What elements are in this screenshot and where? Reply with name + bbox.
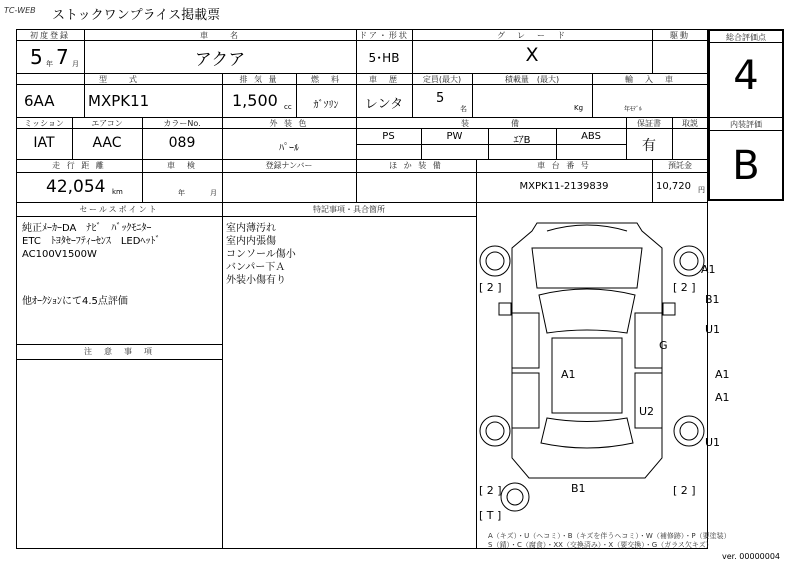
remark-2: 室内内張傷 (226, 236, 276, 247)
color-no: 089 (168, 135, 196, 151)
remark-3: コンソール傷小 (226, 249, 296, 260)
legend-line-2: S（錆）・C（腐食）・XX（交換済み）・X（要交換）・G（ガラス欠キズ） (488, 541, 713, 549)
mark-front-bumper: A1 (701, 263, 716, 276)
bracket-front-left: [ 2 ] (479, 281, 502, 294)
reg-year-unit: 年 (46, 60, 53, 68)
equipment-header: 装 備 (461, 119, 521, 128)
equip-ps: PS (382, 131, 395, 142)
mileage-unit: km (112, 188, 123, 196)
reg-month: 7 (56, 45, 69, 69)
deposit-header: 預託金 (668, 161, 692, 170)
mission-header: ミッション (24, 119, 64, 128)
interior-score: B (732, 143, 760, 189)
displacement-header: 排 気 量 (239, 75, 279, 84)
model-header: 型 式 (99, 75, 139, 84)
deposit-unit: 円 (698, 186, 705, 194)
grade: X (525, 44, 539, 66)
caution-header: 注 意 事 項 (84, 347, 154, 356)
warranty-header: 保証書 (637, 119, 661, 128)
remark-1: 室内薄汚れ (226, 223, 276, 234)
mileage-header: 走 行 距 離 (52, 161, 106, 170)
bracket-trunk: [ T ] (479, 509, 502, 522)
mark-left-front-door: A1 (561, 368, 576, 381)
exterior-color-header: 外 装 色 (269, 119, 309, 128)
fuel: ｶﾞｿﾘﾝ (313, 100, 339, 111)
manual-header: 取説 (682, 119, 698, 128)
sales-points-header: セールスポイント (79, 205, 159, 214)
remark-4: バンパー下Ａ (226, 262, 286, 273)
color-no-header: カラーNo. (163, 119, 201, 128)
mileage: 42,054 (46, 177, 106, 197)
capacity-unit: 名 (460, 105, 467, 113)
mark-right-front-door-top: U1 (705, 323, 721, 336)
reg-year: 5 (30, 45, 43, 69)
mark-roof: U2 (639, 405, 655, 418)
insp-month-unit: 月 (210, 189, 217, 197)
interior-score-header: 内装評価 (730, 120, 762, 129)
import-note: 年ﾓﾃﾞﾙ (624, 106, 643, 113)
mark-rear-left: B1 (571, 482, 586, 495)
equip-airbag: ｴｱB (513, 135, 531, 146)
car-name: アクア (194, 50, 246, 70)
import-header: 輸 入 車 (625, 75, 675, 84)
deposit: 10,720 (656, 181, 691, 192)
remark-5: 外装小傷有り (226, 275, 286, 286)
door-shape: 5･HB (368, 51, 400, 65)
version-label: ver. 00000004 (722, 552, 781, 561)
mark-windshield: G (659, 339, 668, 352)
overall-score: 4 (733, 53, 759, 99)
spec-sheet (16, 29, 731, 549)
sales-point-1: 純正ﾒｰｶｰDA ﾅﾋﾞ ﾊﾞｯｸﾓﾆﾀｰ (22, 223, 152, 234)
inspection-header: 車 検 (167, 161, 197, 170)
door-shape-header: ドア・形状 (359, 31, 409, 40)
capacity: 5 (436, 91, 445, 106)
score-panel (708, 29, 784, 201)
logo: TC-WEB (4, 6, 36, 15)
mark-right-front-door: A1 (715, 368, 730, 381)
car-name-header: 車 名 (200, 31, 240, 40)
load-unit: Kg (574, 104, 584, 112)
history: レンタ (364, 97, 404, 112)
aircon: AAC (92, 135, 122, 151)
legend-line-1: A（キズ）・U（ヘコミ）・B（キズを伴うヘコミ）・W（補修跡）・P（要塗装） (488, 532, 731, 540)
sales-point-3: AC100V1500W (22, 249, 97, 260)
equip-pw: PW (446, 131, 463, 142)
model-prefix: 6AA (24, 92, 55, 110)
history-header: 車 歴 (369, 75, 399, 84)
capacity-header: 定員(最大) (422, 75, 462, 84)
mark-right-front-fender: B1 (705, 293, 720, 306)
warranty: 有 (642, 138, 656, 154)
bracket-rear-left: [ 2 ] (479, 484, 502, 497)
reg-month-unit: 月 (72, 60, 79, 68)
fuel-header: 燃 料 (311, 75, 341, 84)
load-header: 積載量 (最大) (504, 75, 560, 84)
displacement: 1,500 (232, 91, 278, 110)
page-title: ストックワンプライス掲載票 (52, 8, 221, 23)
drive-header: 駆動 (670, 31, 690, 40)
sales-point-2: ETC ﾄﾖﾀｾｰﾌﾃｨｰｾﾝｽ LEDﾍｯﾄﾞ (22, 236, 161, 247)
other-equip-header: ほ か 装 備 (389, 161, 443, 170)
car-outline-drawing (480, 223, 704, 511)
overall-score-header: 総合評価点 (726, 33, 766, 42)
grade-header: グ レ ー ド (497, 31, 567, 40)
bracket-rear-right: [ 2 ] (673, 484, 696, 497)
remarks-header: 特記事項・具合箇所 (313, 205, 385, 214)
equip-abs: ABS (581, 131, 601, 142)
exterior-color: ﾊﾟｰﾙ (279, 143, 299, 154)
mark-right-rear-door: A1 (715, 391, 730, 404)
sales-point-5: 他ｵｰｸｼｮﾝにて4.5点評価 (22, 296, 128, 307)
chassis-no: MXPK11-2139839 (519, 181, 609, 192)
mission: IAT (33, 135, 55, 151)
damage-diagram (477, 203, 730, 525)
mark-right-rear-fender: U1 (705, 436, 721, 449)
aircon-header: エアコン (91, 119, 123, 128)
reg-plate-header: 登録ナンバー (265, 161, 313, 170)
displacement-unit: cc (284, 103, 292, 111)
first-reg-header: 初度登録 (30, 31, 70, 40)
model: MXPK11 (88, 92, 150, 110)
chassis-no-header: 車 台 番 号 (537, 161, 591, 170)
bracket-front-right: [ 2 ] (673, 281, 696, 294)
insp-year-unit: 年 (178, 189, 185, 197)
